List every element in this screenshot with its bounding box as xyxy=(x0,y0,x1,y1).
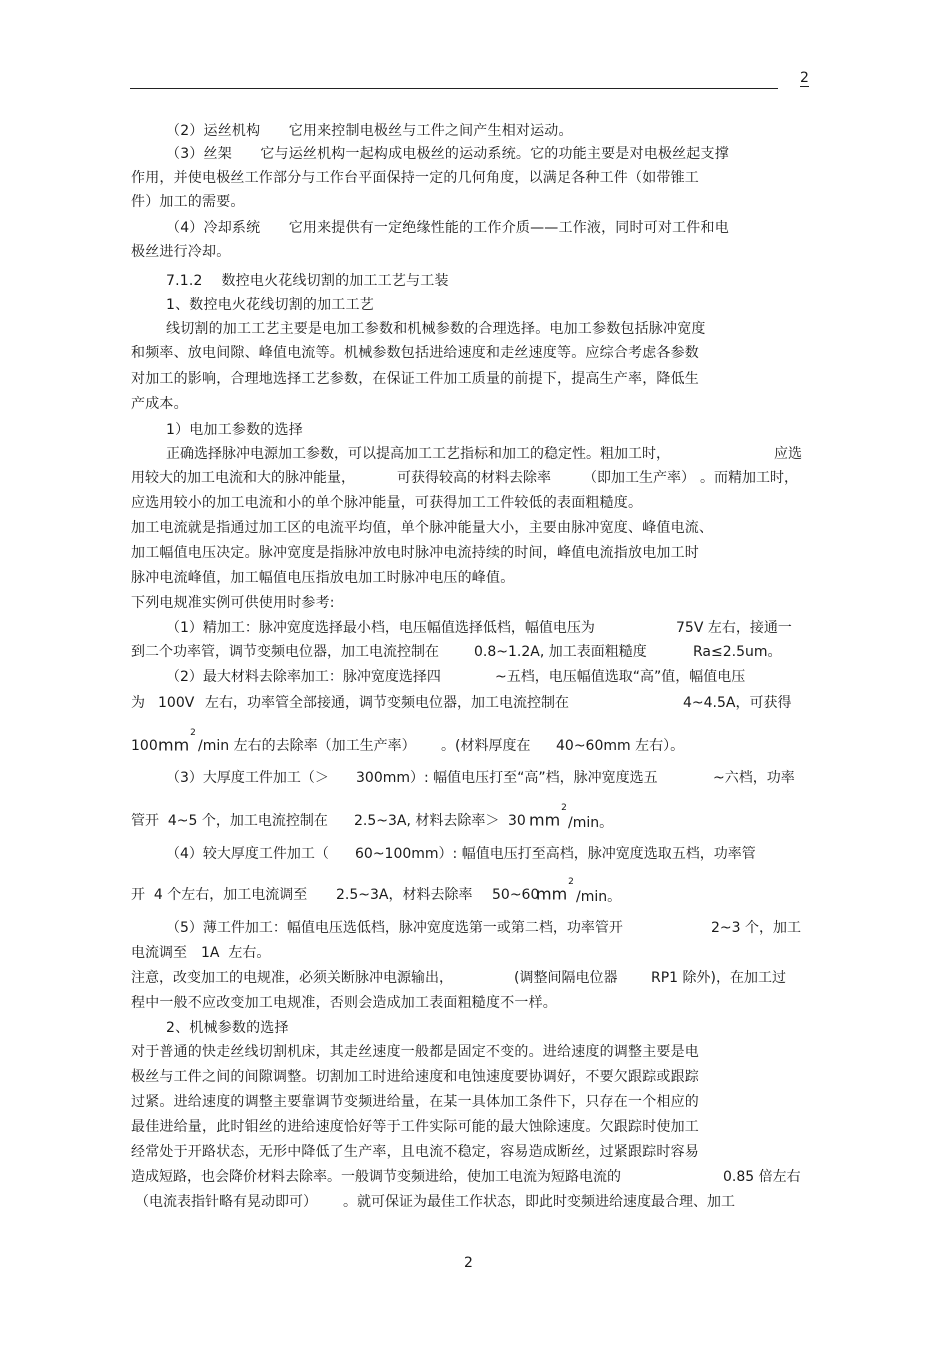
text-segment: 100V xyxy=(158,695,195,711)
text-segment: 2.5~3A, 材料去除率＞ xyxy=(354,813,500,829)
text-segment: 300mm）: 幅值电压打至“高”档，脉冲宽度选五 xyxy=(356,770,658,786)
text-line: 对于普通的快走丝线切割机床，其走丝速度一般都是固定不变的。进给速度的调整主要是电 xyxy=(131,1044,699,1060)
subsection-heading: 2、机械参数的选择 xyxy=(166,1020,289,1036)
text-segment: 50~60 xyxy=(492,887,540,903)
text-line: （4）冷却系统 它用来提供有一定绝缘性能的工作介质——工作液，同时可对工件和电 xyxy=(166,220,729,236)
text-segment: ~五档，电压幅值选取“高”值，幅值电压 xyxy=(495,669,746,685)
subsection-heading: 1）电加工参数的选择 xyxy=(166,422,303,438)
text-line: 程中一般不应改变加工电规准，否则会造成加工表面粗糙度不一样。 xyxy=(131,995,557,1011)
text-segment: 。(材料厚度在 xyxy=(441,738,531,754)
text-segment: 左右，功率管全部接通，调节变频电位器，加工电流控制在 xyxy=(205,695,569,711)
text-line: （3）丝架 它与运丝机构一起构成电极丝的运动系统。它的功能主要是对电极丝起支撑 xyxy=(166,146,729,162)
text-segment: RP1 除外)，在加工过 xyxy=(651,970,786,986)
unit-text xyxy=(158,728,196,755)
footer-page-number: 2 xyxy=(464,1255,473,1271)
text-segment: （即加工生产率） xyxy=(583,470,695,486)
unit-mm: mm xyxy=(536,884,568,904)
text-line: 经常处于开路状态，无形中降低了生产率，且电流不稳定，容易造成断丝，过紧跟踪时容易 xyxy=(131,1144,699,1160)
unit-mm: mm xyxy=(158,735,190,755)
text-line: 对加工的影响，合理地选择工艺参数，在保证工件加工质量的前提下，提高生产率，降低生 xyxy=(131,371,699,387)
unit-exponent: 2 xyxy=(190,728,196,738)
text-line: 极丝与工件之间的间隙调整。切割加工时进给速度和电蚀速度要协调好，不要欠跟踪或跟踪 xyxy=(131,1069,699,1085)
text-segment: 0.8~1.2A, 加工表面粗糙度 xyxy=(474,644,647,660)
text-segment: 100 xyxy=(131,738,158,754)
text-segment: 正确选择脉冲电源加工参数，可以提高加工工艺指标和加工的稳定性。粗加工时， xyxy=(166,446,670,462)
text-segment: 电流调至 xyxy=(131,945,187,961)
section-heading: 7.1.2 数控电火花线切割的加工工艺与工装 xyxy=(166,273,449,289)
header-page-number: 2 xyxy=(800,70,809,86)
text-segment: 为 xyxy=(131,695,145,711)
text-segment: ~六档，功率 xyxy=(713,770,795,786)
text-line: 极丝进行冷却。 xyxy=(131,244,231,260)
text-segment: （1）精加工：脉冲宽度选择最小档，电压幅值选择低档，幅值电压为 xyxy=(166,620,595,636)
text-segment: （2）最大材料去除率加工：脉冲宽度选择四 xyxy=(166,669,441,685)
text-segment: 管开 4~5 个，加工电流控制在 xyxy=(131,813,328,829)
text-segment: 2~3 个，加工 xyxy=(711,920,801,936)
text-line: 产成本。 xyxy=(131,396,188,412)
text-line: 件）加工的需要。 xyxy=(131,194,245,210)
header-rule xyxy=(130,88,778,89)
text-line: 应选用较小的加工电流和小的单个脉冲能量，可获得加工工件较低的表面粗糙度。 xyxy=(131,495,643,511)
text-segment: Ra≤2.5um。 xyxy=(693,644,782,660)
text-segment: /min。 xyxy=(568,815,614,831)
text-line: 加工幅值电压决定。脉冲宽度是指脉冲放电时脉冲电流持续的时间，峰值电流指放电加工时 xyxy=(131,545,699,561)
subsection-heading: 1、数控电火花线切割的加工工艺 xyxy=(166,297,374,313)
text-segment: 30 xyxy=(508,813,526,829)
text-segment: 2.5~3A，材料去除率 xyxy=(336,887,473,903)
text-line: 过紧。进给速度的调整主要靠调节变频进给量，在某一具体加工条件下，只存在一个相应的 xyxy=(131,1094,699,1110)
unit-text xyxy=(529,803,567,830)
text-segment: 60~100mm）: 幅值电压打至高档，脉冲宽度选取五档，功率管 xyxy=(355,846,756,862)
text-line: 脉冲电流峰值，加工幅值电压指放电加工时脉冲电压的峰值。 xyxy=(131,570,515,586)
unit-exponent: 2 xyxy=(561,803,567,813)
unit-mm: mm xyxy=(529,810,561,830)
text-segment: /min。 xyxy=(576,889,622,905)
text-segment: 75V 左右，接通一 xyxy=(676,620,792,636)
text-segment: 1A 左右。 xyxy=(201,945,271,961)
text-segment: （4）较大厚度工件加工（ xyxy=(166,846,329,862)
text-segment: 0.85 倍左右 xyxy=(723,1169,801,1185)
text-segment: 应选 xyxy=(774,446,802,462)
text-line: 作用，并使电极丝工作部分与工作台平面保持一定的几何角度，以满足各种工件（如带锥工 xyxy=(131,170,699,186)
text-segment: 用较大的加工电流和大的脉冲能量， xyxy=(131,470,355,486)
text-segment: 造成短路，也会降价材料去除率。一般调节变频进给，使加工电流为短路电流的 xyxy=(131,1169,621,1185)
unit-exponent: 2 xyxy=(568,877,574,887)
text-line: 最佳进给量，此时钼丝的进给速度恰好等于工件实际可能的最大蚀除速度。欠跟踪时使加工 xyxy=(131,1119,699,1135)
text-line: 线切割的加工工艺主要是电加工参数和机械参数的合理选择。电加工参数包括脉冲宽度 xyxy=(166,321,706,337)
text-segment: 可获得较高的材料去除率 xyxy=(397,470,551,486)
text-segment: 。而精加工时， xyxy=(700,470,798,486)
text-segment: /min 左右的去除率（加工生产率） xyxy=(198,738,416,754)
text-segment: 注意，改变加工的电规准，必须关断脉冲电源输出， xyxy=(131,970,453,986)
text-line: 加工电流就是指通过加工区的电流平均值，单个脉冲能量大小，主要由脉冲宽度、峰值电流、 xyxy=(131,520,714,536)
text-line: （2）运丝机构 它用来控制电极丝与工件之间产生相对运动。 xyxy=(166,123,573,139)
text-line: 下列电规准实例可供使用时参考: xyxy=(131,595,335,611)
unit-text xyxy=(536,877,574,904)
text-segment: 4~4.5A，可获得 xyxy=(683,695,792,711)
text-segment: (调整间隔电位器 xyxy=(514,970,618,986)
text-segment: 。就可保证为最佳工作状态，即此时变频进给速度最合理、加工 xyxy=(343,1194,735,1210)
text-segment: 到二个功率管，调节变频电位器，加工电流控制在 xyxy=(131,644,439,660)
text-segment: （5）薄工件加工：幅值电压选低档，脉冲宽度选第一或第二档，功率管开 xyxy=(166,920,623,936)
text-segment: 40~60mm 左右）。 xyxy=(556,738,685,754)
text-line: 和频率、放电间隙、峰值电流等。机械参数包括进给速度和走丝速度等。应综合考虑各参数 xyxy=(131,345,699,361)
text-segment: 开 4 个左右，加工电流调至 xyxy=(131,887,308,903)
text-segment: （3）大厚度工件加工（＞ xyxy=(166,770,329,786)
text-segment: （电流表指针略有晃动即可） xyxy=(135,1194,317,1210)
